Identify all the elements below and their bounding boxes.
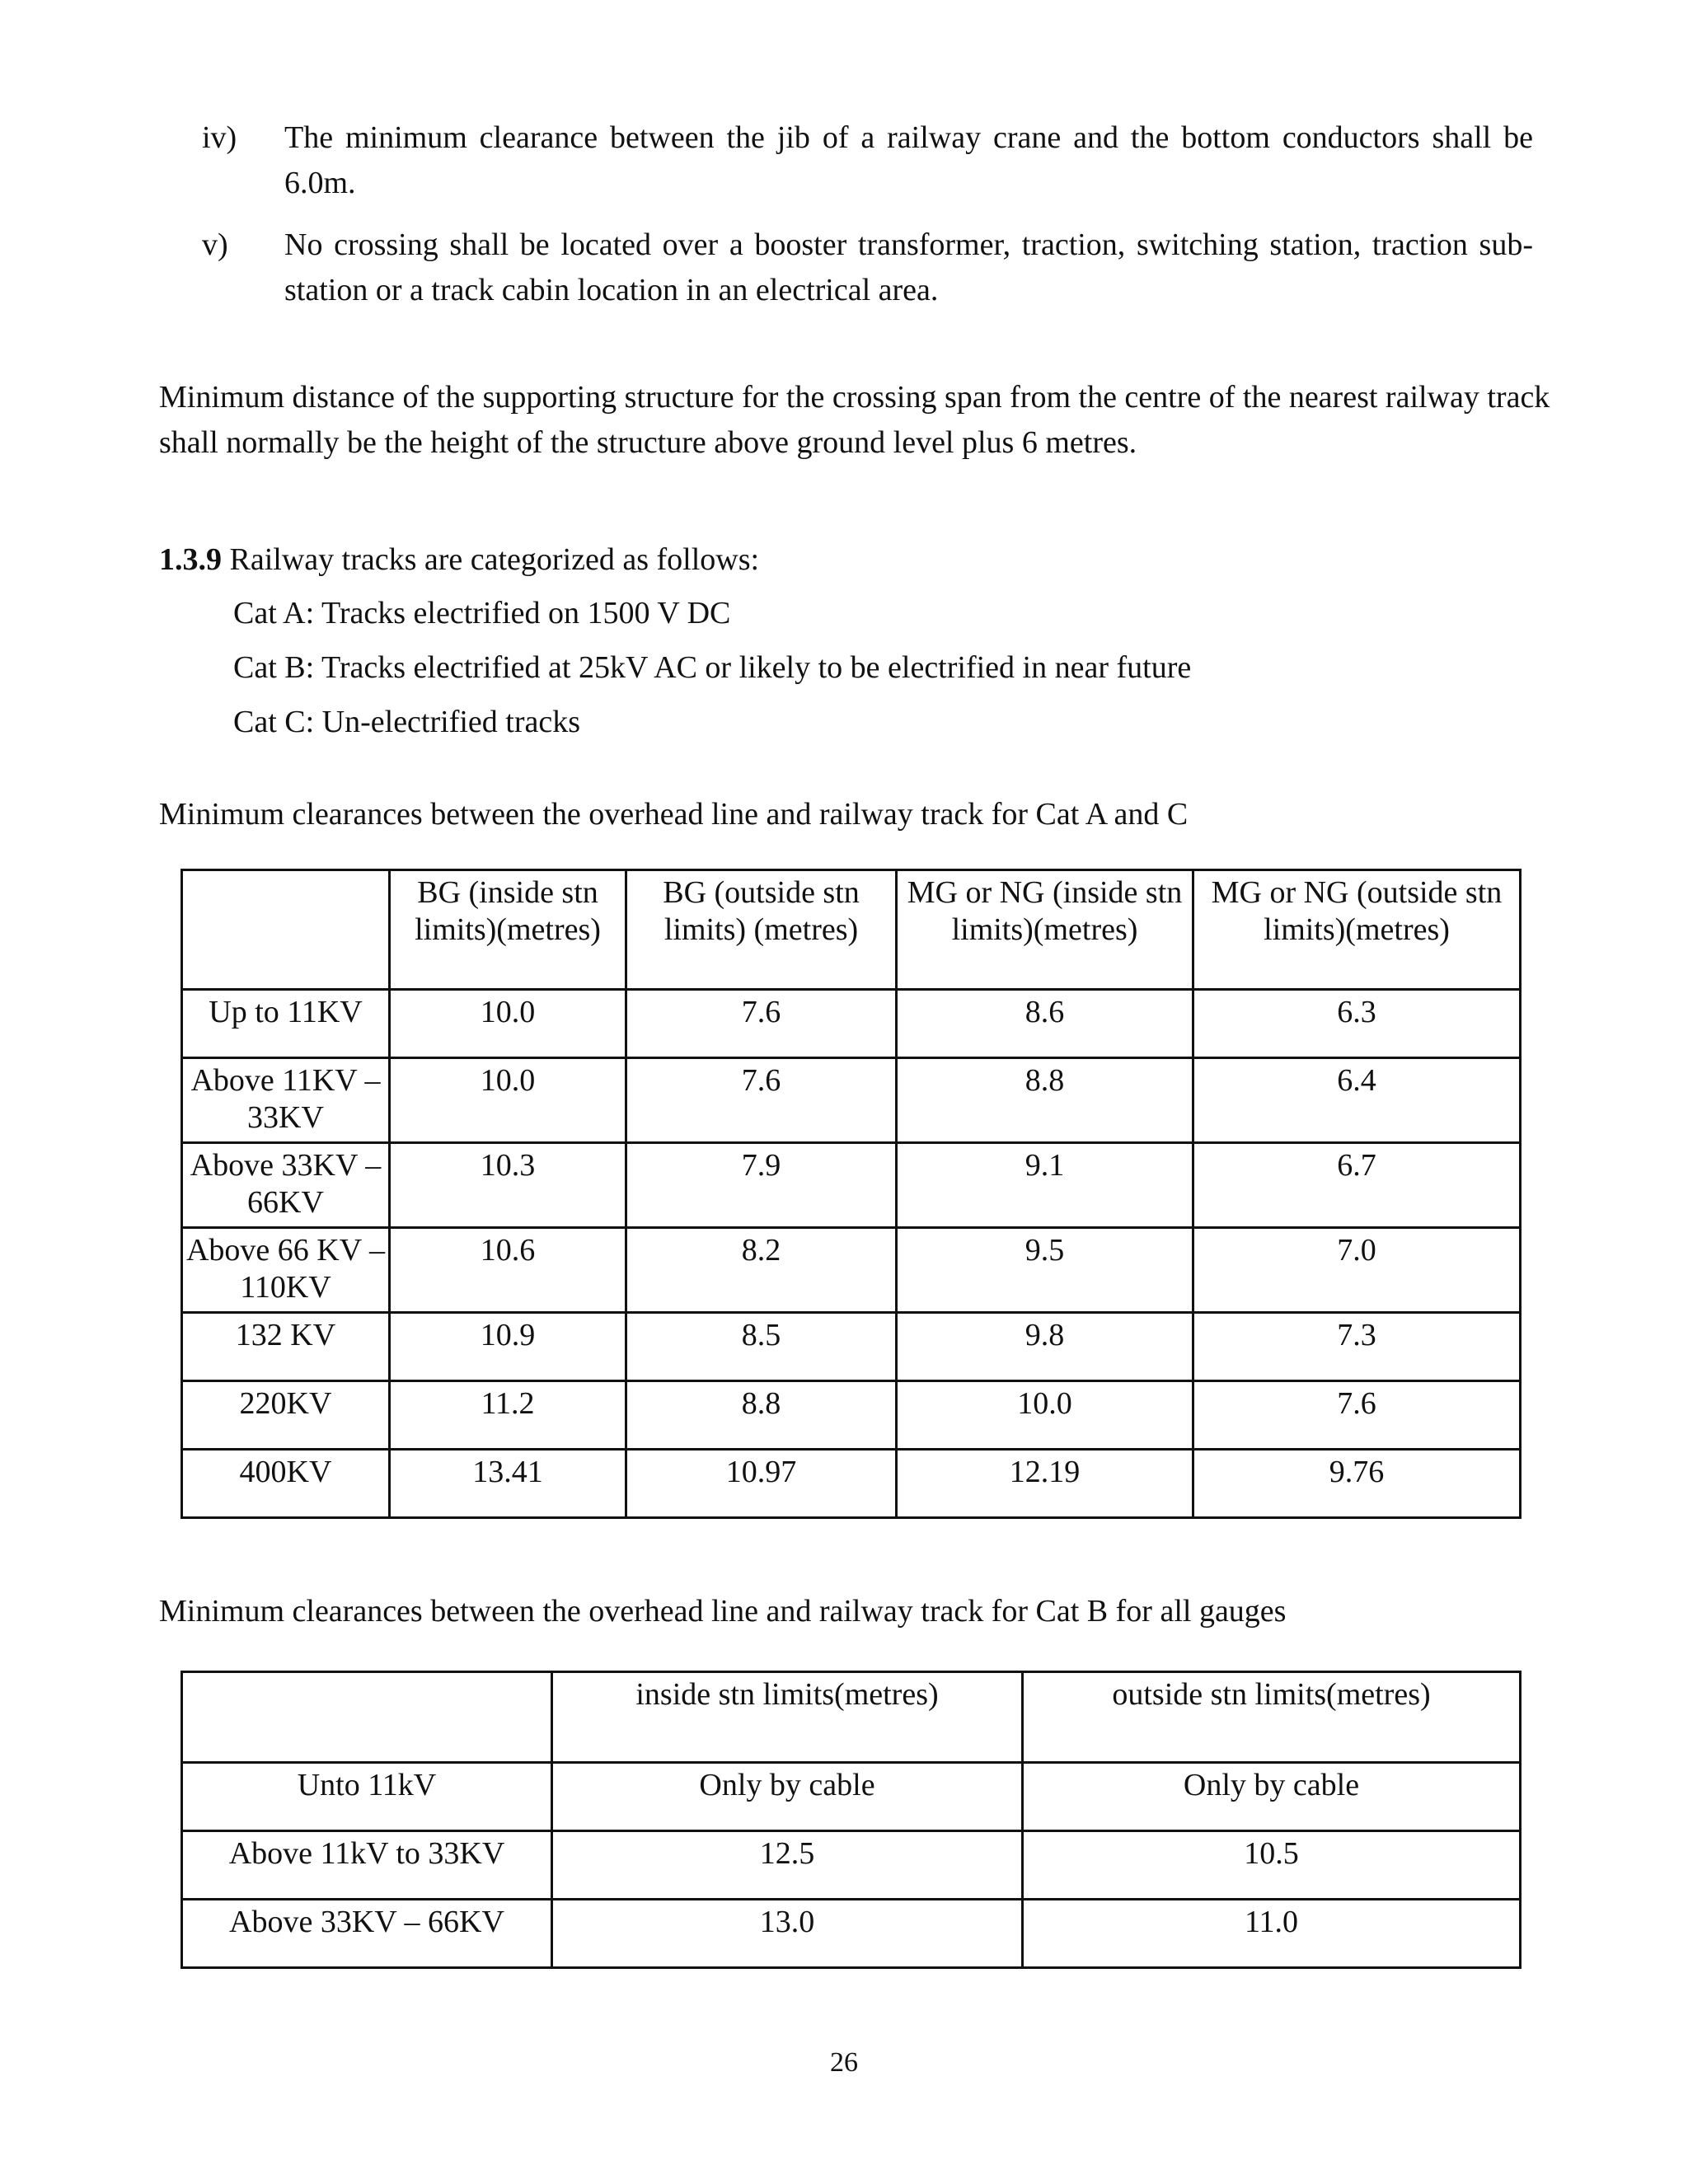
voltage-cell: Unto 11kV (182, 1763, 552, 1831)
table1-caption: Minimum clearances between the overhead line and railway track for Cat A and C (159, 797, 1189, 832)
table-row (182, 1763, 1521, 1831)
voltage-cell: 400KV (182, 1450, 390, 1518)
voltage-cell: Above 33KV – 66KV (182, 1143, 390, 1228)
table-row (182, 1381, 1521, 1450)
value-cell: 7.6 (626, 990, 897, 1058)
value-cell: 8.5 (626, 1313, 897, 1381)
value-cell: 7.0 (1193, 1228, 1521, 1313)
value-cell: 10.0 (390, 1058, 626, 1143)
value-cell: 6.3 (1193, 990, 1521, 1058)
value-cell: 13.0 (552, 1900, 1023, 1968)
section-heading (159, 537, 1560, 583)
header-cell: MG or NG (inside stn limits)(metres) (897, 870, 1193, 990)
value-cell: 9.1 (897, 1143, 1193, 1228)
value-cell: 9.8 (897, 1313, 1193, 1381)
list-item-v (202, 223, 1533, 313)
table-header-row (182, 870, 1521, 990)
list-number: v) (202, 227, 228, 262)
value-cell: 8.2 (626, 1228, 897, 1313)
table-row (182, 990, 1521, 1058)
value-cell: 7.6 (626, 1058, 897, 1143)
value-cell: 10.0 (897, 1381, 1193, 1450)
header-cell (182, 1672, 552, 1763)
voltage-cell: Above 66 KV – 110KV (182, 1228, 390, 1313)
value-cell: 10.9 (390, 1313, 626, 1381)
list-text: The minimum clearance between the jib of a railway crane and the bottom conductors shall be 6.0m. (284, 120, 1533, 201)
value-cell: 6.4 (1193, 1058, 1521, 1143)
category-a: Cat A: Tracks electrified on 1500 V DC (233, 596, 731, 630)
paragraph-supporting-structure: Minimum distance of the supporting structure for the crossing span from the centre of the nearest railway track shall normally be the height of the structure above ground level plus 6 metres. (159, 380, 1550, 461)
voltage-cell: Above 33KV – 66KV (182, 1900, 552, 1968)
section-number: 1.3.9 (159, 542, 222, 577)
voltage-cell: Above 11KV – 33KV (182, 1058, 390, 1143)
category-c: Cat C: Un-electrified tracks (233, 705, 581, 739)
value-cell: 10.3 (390, 1143, 626, 1228)
table-header-row (182, 1672, 1521, 1763)
voltage-cell: Above 11kV to 33KV (182, 1831, 552, 1900)
value-cell: Only by cable (1023, 1763, 1521, 1831)
header-cell: BG (outside stn limits) (metres) (626, 870, 897, 990)
list-number: iv) (202, 120, 237, 155)
value-cell: 10.5 (1023, 1831, 1521, 1900)
value-cell: 9.76 (1193, 1450, 1521, 1518)
header-cell: inside stn limits(metres) (552, 1672, 1023, 1763)
value-cell: 8.8 (626, 1381, 897, 1450)
value-cell: 12.19 (897, 1450, 1193, 1518)
value-cell: 13.41 (390, 1450, 626, 1518)
category-b: Cat B: Tracks electrified at 25kV AC or likely to be electrified in near future (233, 650, 1192, 685)
value-cell: 11.2 (390, 1381, 626, 1450)
value-cell: 9.5 (897, 1228, 1193, 1313)
table-row (182, 1900, 1521, 1968)
value-cell: 11.0 (1023, 1900, 1521, 1968)
value-cell: 7.9 (626, 1143, 897, 1228)
value-cell: 12.5 (552, 1831, 1023, 1900)
value-cell: Only by cable (552, 1763, 1023, 1831)
table-row (182, 1313, 1521, 1381)
header-cell (182, 870, 390, 990)
value-cell: 10.97 (626, 1450, 897, 1518)
table-row (182, 1228, 1521, 1313)
header-cell: MG or NG (outside stn limits)(metres) (1193, 870, 1521, 990)
voltage-cell: 132 KV (182, 1313, 390, 1381)
table-row (182, 1831, 1521, 1900)
page-number: 26 (830, 2047, 858, 2078)
header-cell: BG (inside stn limits)(metres) (390, 870, 626, 990)
table-row (182, 1450, 1521, 1518)
value-cell: 10.0 (390, 990, 626, 1058)
value-cell: 6.7 (1193, 1143, 1521, 1228)
list-text: No crossing shall be located over a booster transformer, traction, switching station, traction sub-station or a track cabin location in an electrical area. (284, 227, 1533, 308)
clearance-table-cat-b (181, 1671, 1522, 1969)
value-cell: 7.6 (1193, 1381, 1521, 1450)
table-row (182, 1143, 1521, 1228)
table-row (182, 1058, 1521, 1143)
value-cell: 8.6 (897, 990, 1193, 1058)
value-cell: 7.3 (1193, 1313, 1521, 1381)
list-item-iv (202, 115, 1533, 206)
section-heading-text: Railway tracks are categorized as follows: (222, 542, 760, 577)
table2-caption: Minimum clearances between the overhead line and railway track for Cat B for all gauges (159, 1594, 1287, 1629)
value-cell: 8.8 (897, 1058, 1193, 1143)
clearance-table-cat-a-c (181, 869, 1522, 1519)
voltage-cell: Up to 11KV (182, 990, 390, 1058)
header-cell: outside stn limits(metres) (1023, 1672, 1521, 1763)
voltage-cell: 220KV (182, 1381, 390, 1450)
value-cell: 10.6 (390, 1228, 626, 1313)
